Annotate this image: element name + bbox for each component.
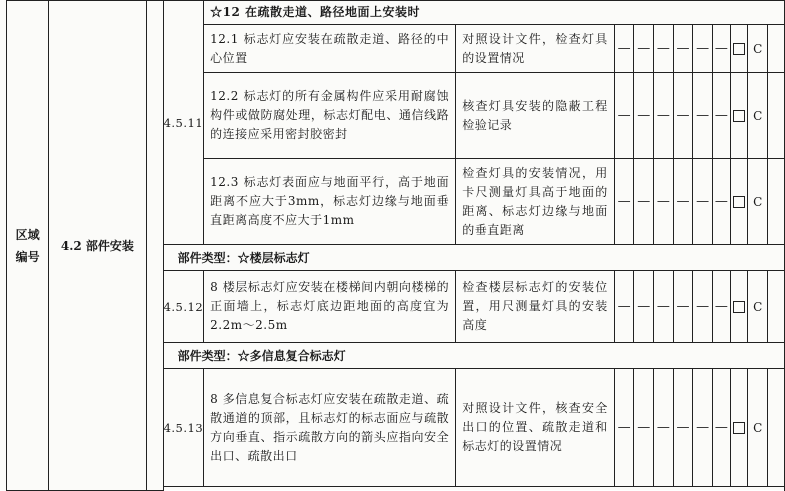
dash-mark: — (712, 271, 730, 343)
subsection-title: ☆12 在疏散走道、路径地面上安装时 (204, 1, 785, 25)
dash-mark: — (654, 369, 674, 487)
blank-cell (767, 73, 784, 159)
dash-mark: — (673, 159, 693, 245)
part-install-cell: 4.2 部件安装 (49, 1, 146, 491)
requirement-text: 12.3 标志灯表面应与地面平行，高于地面距离不应大于3mm，标志灯边缘与地面垂直距离高度不应大于1mm (204, 159, 456, 245)
section-header: 部件类型：☆多信息复合标志灯 (163, 343, 784, 369)
check-method-text: 对照设计文件，核查安全出口的位置、疏散走道和标志灯的设置情况 (456, 369, 615, 487)
checkbox-cell (730, 159, 748, 245)
dash-mark: — (673, 271, 693, 343)
dash-mark: — (634, 369, 654, 487)
dash-mark: — (614, 73, 634, 159)
dash-mark: — (654, 271, 674, 343)
grade-mark: C (748, 25, 767, 73)
dash-mark: — (654, 25, 674, 73)
dash-mark: — (654, 73, 674, 159)
dash-mark: — (712, 73, 730, 159)
checkbox-cell (730, 25, 748, 73)
dash-mark: — (693, 73, 713, 159)
check-method-text: 检查楼层标志灯的安装位置，用尺测量灯具的安装高度 (456, 271, 615, 343)
check-method-text: 核查灯具安装的隐蔽工程检验记录 (456, 73, 615, 159)
dash-mark: — (712, 159, 730, 245)
grade-mark: C (748, 271, 767, 343)
dash-mark: — (693, 271, 713, 343)
clause-code: 4.5.13 (163, 369, 204, 487)
checkbox-icon[interactable] (733, 422, 745, 434)
dash-mark: — (614, 271, 634, 343)
blank-cell (767, 25, 784, 73)
clause-code: 4.5.12 (163, 271, 204, 343)
region-code-cell: 区域 编号 (7, 1, 49, 491)
inspection-table (6, 0, 785, 491)
dash-mark: — (614, 369, 634, 487)
dash-mark: — (614, 159, 634, 245)
dash-mark: — (712, 25, 730, 73)
check-method-text: 对照设计文件，检查灯具的设置情况 (456, 25, 615, 73)
dash-mark: — (712, 369, 730, 487)
checkbox-icon[interactable] (733, 110, 745, 122)
dash-mark: — (634, 159, 654, 245)
requirement-text: 8 多信息复合标志灯应安装在疏散走道、疏散通道的顶部，且标志灯的标志面应与疏散方向垂直、指示疏散方向的箭头应指向安全出口、疏散出口 (204, 369, 456, 487)
dash-mark: — (634, 25, 654, 73)
dash-mark: — (654, 159, 674, 245)
dash-mark: — (693, 159, 713, 245)
dash-mark: — (634, 271, 654, 343)
grade-mark: C (748, 73, 767, 159)
grade-mark: C (748, 369, 767, 487)
blank-column (146, 1, 163, 491)
checkbox-icon[interactable] (733, 196, 745, 208)
checkbox-icon[interactable] (733, 301, 745, 313)
requirement-text: 12.2 标志灯的所有金属构件应采用耐腐蚀构件或做防腐处理，标志灯配电、通信线路的连接应采用密封胶密封 (204, 73, 456, 159)
check-method-text: 检查灯具的安装情况，用卡尺测量灯具高于地面的距离、标志灯边缘与地面的垂直距离 (456, 159, 615, 245)
requirement-text: 12.1 标志灯应安装在疏散走道、路径的中心位置 (204, 25, 456, 73)
dash-mark: — (693, 369, 713, 487)
requirement-text: 8 楼层标志灯应安装在楼梯间内朝向楼梯的正面墙上，标志灯底边距地面的高度宜为2.2m～2.5m (204, 271, 456, 343)
blank-cell (767, 369, 784, 487)
table-row (7, 1, 785, 25)
section-header: 部件类型：☆楼层标志灯 (163, 245, 784, 271)
dash-mark: — (614, 25, 634, 73)
dash-mark: — (673, 73, 693, 159)
dash-mark: — (673, 369, 693, 487)
checkbox-cell (730, 369, 748, 487)
checkbox-cell (730, 271, 748, 343)
checkbox-cell (730, 73, 748, 159)
clause-code: 4.5.11 (163, 1, 204, 245)
grade-mark: C (748, 159, 767, 245)
dash-mark: — (673, 25, 693, 73)
checkbox-icon[interactable] (733, 43, 745, 55)
blank-cell (767, 271, 784, 343)
dash-mark: — (634, 73, 654, 159)
dash-mark: — (693, 25, 713, 73)
blank-cell (767, 159, 784, 245)
